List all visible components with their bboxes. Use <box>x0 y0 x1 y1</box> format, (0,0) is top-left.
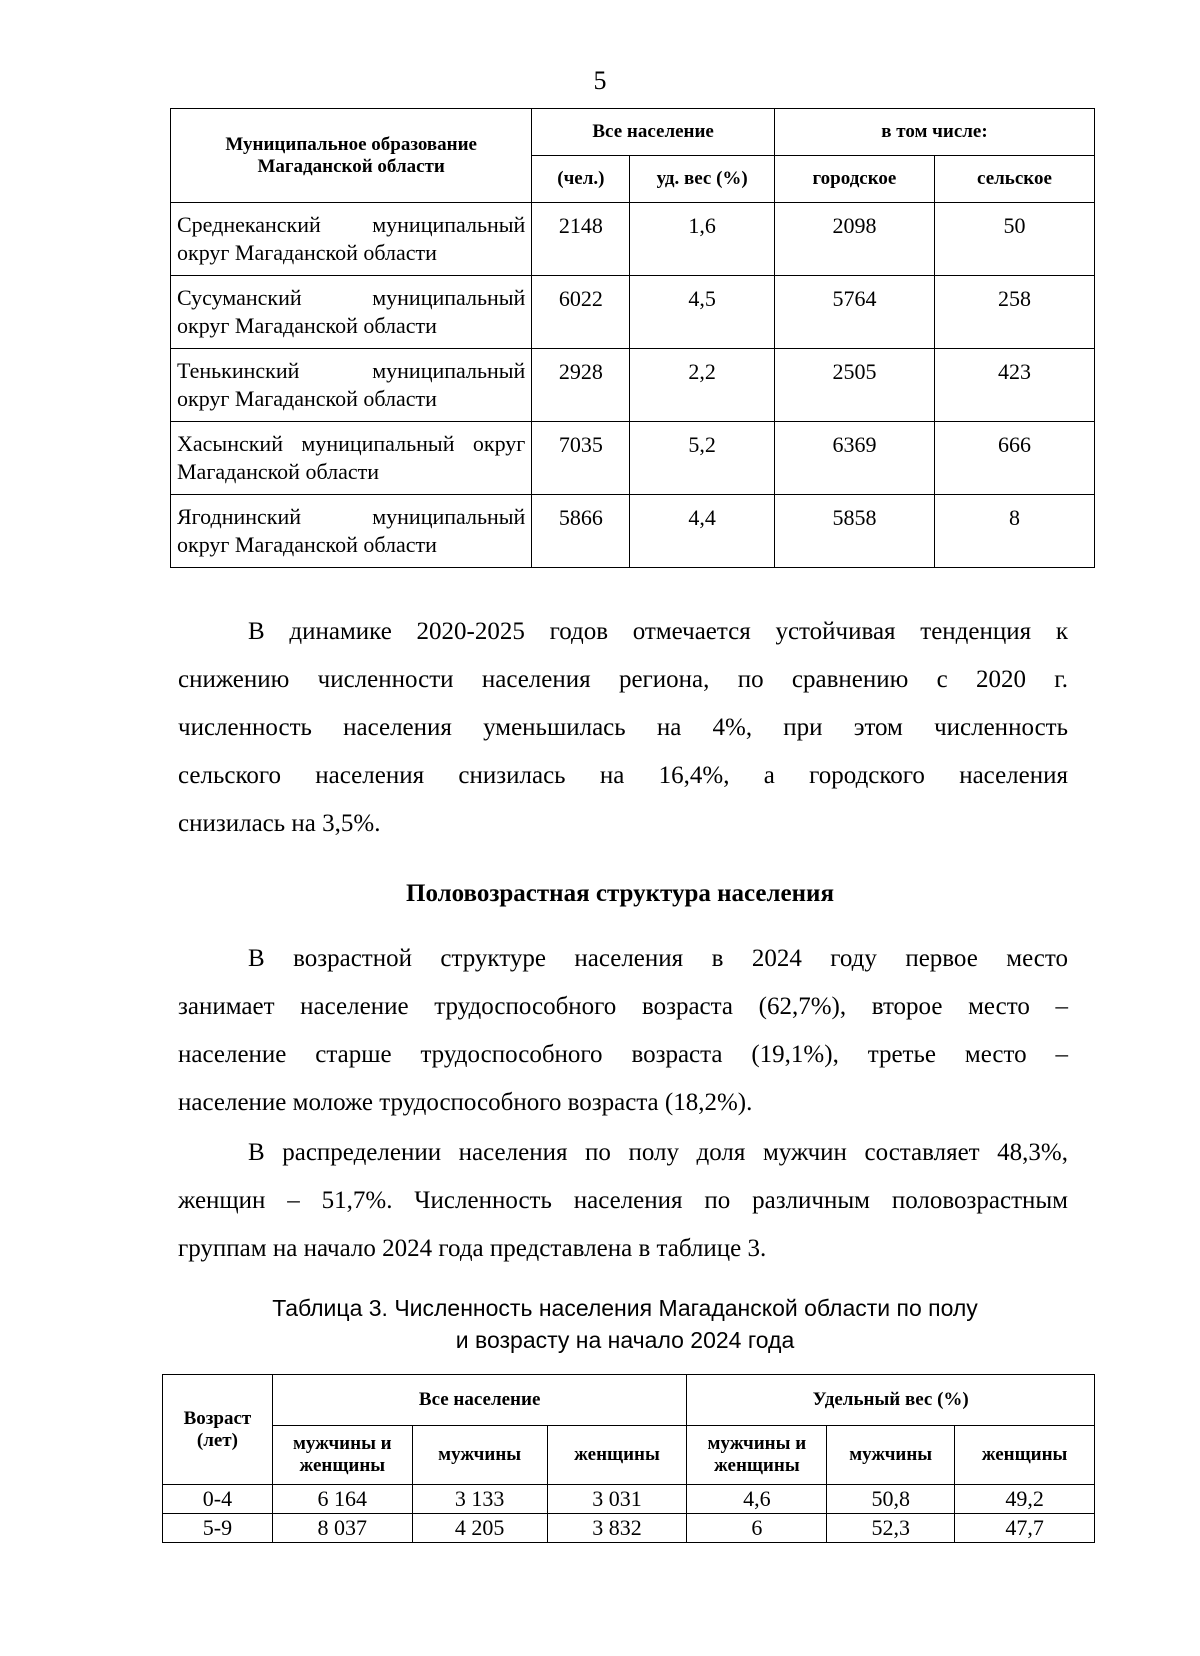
header-women: женщины <box>547 1426 687 1485</box>
cell-share-women: 49,2 <box>955 1485 1095 1514</box>
table3-caption <box>150 1292 1100 1356</box>
paragraph-line: женщин – 51,7%. Численность населения по различным половозрастным <box>178 1187 1068 1214</box>
cell-people: 6022 <box>532 276 630 349</box>
cell-share: 4,5 <box>630 276 775 349</box>
paragraph-line: снижению численности населения региона, по сравнению с 2020 г. <box>178 666 1068 693</box>
cell-urban: 2505 <box>774 349 934 422</box>
municipality-population-table <box>170 108 1095 568</box>
header-including: в том числе: <box>774 109 1094 156</box>
cell-urban: 5858 <box>774 495 934 568</box>
header-share-both: мужчины и женщины <box>687 1426 827 1485</box>
header-share: Удельный вес (%) <box>687 1375 1095 1426</box>
table-row <box>163 1514 1095 1543</box>
header-share-women: женщины <box>955 1426 1095 1485</box>
header-all-population: Все население <box>532 109 775 156</box>
age-sex-population-table <box>162 1374 1095 1543</box>
cell-both: 6 164 <box>272 1485 412 1514</box>
header-municipality: Муниципальное образование Магаданской области <box>171 109 532 203</box>
municipality-name: Ягоднинский муниципальный округ Магаданской области <box>171 495 532 568</box>
paragraph-line: В распределении населения по полу доля мужчин составляет 48,3%, <box>248 1139 1068 1166</box>
header-rural: сельское <box>934 156 1094 203</box>
cell-urban: 6369 <box>774 422 934 495</box>
cell-share-women: 47,7 <box>955 1514 1095 1543</box>
cell-share-men: 50,8 <box>827 1485 955 1514</box>
cell-share-both: 6 <box>687 1514 827 1543</box>
paragraph-line: население моложе трудоспособного возраста (18,2%). <box>178 1089 753 1116</box>
cell-share-men: 52,3 <box>827 1514 955 1543</box>
cell-share: 5,2 <box>630 422 775 495</box>
cell-share: 1,6 <box>630 203 775 276</box>
section-heading: Половозрастная структура населения <box>406 880 834 907</box>
municipality-name: Тенькинский муниципальный округ Магаданской области <box>171 349 532 422</box>
cell-share-both: 4,6 <box>687 1485 827 1514</box>
cell-urban: 5764 <box>774 276 934 349</box>
cell-men: 4 205 <box>412 1514 547 1543</box>
cell-both: 8 037 <box>272 1514 412 1543</box>
cell-rural: 50 <box>934 203 1094 276</box>
page-number: 5 <box>593 66 607 95</box>
table-row <box>163 1485 1095 1514</box>
table-row <box>171 276 1095 349</box>
cell-share: 4,4 <box>630 495 775 568</box>
caption-line: Таблица 3. Численность населения Магаданской области по полу <box>272 1295 978 1321</box>
table-row <box>171 495 1095 568</box>
header-all-population: Все население <box>272 1375 687 1426</box>
header-urban: городское <box>774 156 934 203</box>
cell-share: 2,2 <box>630 349 775 422</box>
cell-women: 3 031 <box>547 1485 687 1514</box>
paragraph-line: сельского населения снизилась на 16,4%, а городского населения <box>178 762 1068 789</box>
cell-women: 3 832 <box>547 1514 687 1543</box>
caption-line: и возрасту на начало 2024 года <box>455 1327 795 1353</box>
paragraph-line: занимает население трудоспособного возраста (62,7%), второе место – <box>178 993 1068 1020</box>
paragraph-line: снизилась на 3,5%. <box>178 810 381 837</box>
municipality-name: Хасынский муниципальный округ Магаданской области <box>171 422 532 495</box>
header-people: (чел.) <box>532 156 630 203</box>
header-both: мужчины и женщины <box>272 1426 412 1485</box>
cell-people: 7035 <box>532 422 630 495</box>
cell-age: 5-9 <box>163 1514 273 1543</box>
cell-people: 2928 <box>532 349 630 422</box>
cell-rural: 423 <box>934 349 1094 422</box>
paragraph-line: группам на начало 2024 года представлена в таблице 3. <box>178 1235 767 1262</box>
table-row <box>171 349 1095 422</box>
paragraph-line: население старше трудоспособного возраста (19,1%), третье место – <box>178 1041 1068 1068</box>
paragraph-line: В динамике 2020-2025 годов отмечается устойчивая тенденция к <box>248 618 1068 645</box>
table-row <box>171 203 1095 276</box>
paragraph-line: В возрастной структуре населения в 2024 году первое место <box>248 945 1068 972</box>
paragraph-line: численность населения уменьшилась на 4%, при этом численность <box>178 714 1068 741</box>
cell-rural: 666 <box>934 422 1094 495</box>
header-share: уд. вес (%) <box>630 156 775 203</box>
paragraph-age-structure <box>178 935 1068 1127</box>
cell-age: 0-4 <box>163 1485 273 1514</box>
header-age: Возраст (лет) <box>163 1375 273 1485</box>
cell-people: 5866 <box>532 495 630 568</box>
header-men: мужчины <box>412 1426 547 1485</box>
header-share-men: мужчины <box>827 1426 955 1485</box>
paragraph-sex-distribution <box>178 1129 1068 1273</box>
cell-rural: 258 <box>934 276 1094 349</box>
cell-urban: 2098 <box>774 203 934 276</box>
cell-people: 2148 <box>532 203 630 276</box>
municipality-name: Сусуманский муниципальный округ Магаданской области <box>171 276 532 349</box>
municipality-name: Среднеканский муниципальный округ Магаданской области <box>171 203 532 276</box>
cell-men: 3 133 <box>412 1485 547 1514</box>
cell-rural: 8 <box>934 495 1094 568</box>
paragraph-dynamics <box>178 608 1068 848</box>
table-row <box>171 422 1095 495</box>
